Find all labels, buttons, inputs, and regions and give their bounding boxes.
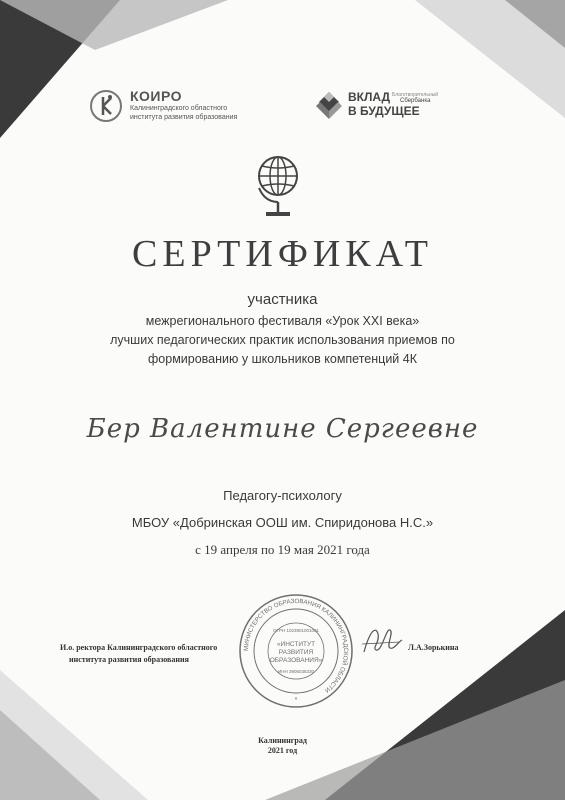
official-stamp xyxy=(237,592,355,710)
signer-name: Л.А.Зорькина xyxy=(408,643,459,652)
koiro-name: КОИРО xyxy=(130,88,183,104)
globe-icon xyxy=(255,152,301,220)
participant-label: участника xyxy=(247,291,318,308)
recipient-role: Педагогу-психологу xyxy=(223,488,342,503)
certificate-title: СЕРТИФИКАТ xyxy=(132,233,433,275)
vklad-logo-icon xyxy=(312,88,346,122)
stamp-center-line2: РАЗВИТИЯ xyxy=(278,649,314,656)
stamp-outer-text: МИНИСТЕРСТВО ОБРАЗОВАНИЯ КАЛИНИНГРАДСКОЙ ОБЛАСТИ xyxy=(242,597,350,694)
vklad-small-line2: Сбербанка xyxy=(400,98,431,104)
festival-line1: межрегионального фестиваля «Урок XXI века» xyxy=(145,314,420,328)
svg-text:*: * xyxy=(294,697,298,704)
footer-year: 2021 год xyxy=(267,746,298,755)
recipient-organization: МБОУ «Добринская ООШ им. Спиридонова Н.С.» xyxy=(131,515,434,530)
stamp-ogrn: ОГРН 1023901001091 xyxy=(273,628,319,633)
vklad-small-line1: Благотворительный xyxy=(392,92,439,98)
koiro-logo xyxy=(88,86,268,130)
stamp-inn: ИНН 3906038330 xyxy=(277,669,315,674)
signature-mark xyxy=(360,620,404,660)
footer-city: Калининград xyxy=(258,736,307,745)
signer-position-line2: института развития образования xyxy=(69,655,189,664)
festival-line2: лучших педагогических практик использования приемов по xyxy=(110,333,455,347)
signer-position-line1: И.о. ректора Калининградского областного xyxy=(60,643,218,652)
bottom-left-corner-decoration xyxy=(0,670,150,800)
stamp-center-line3: ОБРАЗОВАНИЯ» xyxy=(269,657,323,664)
recipient-name: Бер Валентине Сергеевне xyxy=(86,414,479,444)
koiro-logo-icon xyxy=(88,88,124,124)
vklad-title-line2: В БУДУЩЕЕ xyxy=(348,104,420,118)
vklad-title-line1: ВКЛАД xyxy=(348,90,391,104)
stamp-center-line1: «ИНСТИТУТ xyxy=(276,641,316,648)
festival-line3: формированию у школьников компетенций 4К xyxy=(148,352,417,366)
festival-dates: с 19 апреля по 19 мая 2021 года xyxy=(195,542,370,557)
vklad-logo xyxy=(312,86,482,130)
koiro-subtitle-line2: института развития образования xyxy=(130,114,238,121)
koiro-subtitle-line1: Калининградского областного xyxy=(130,105,228,112)
